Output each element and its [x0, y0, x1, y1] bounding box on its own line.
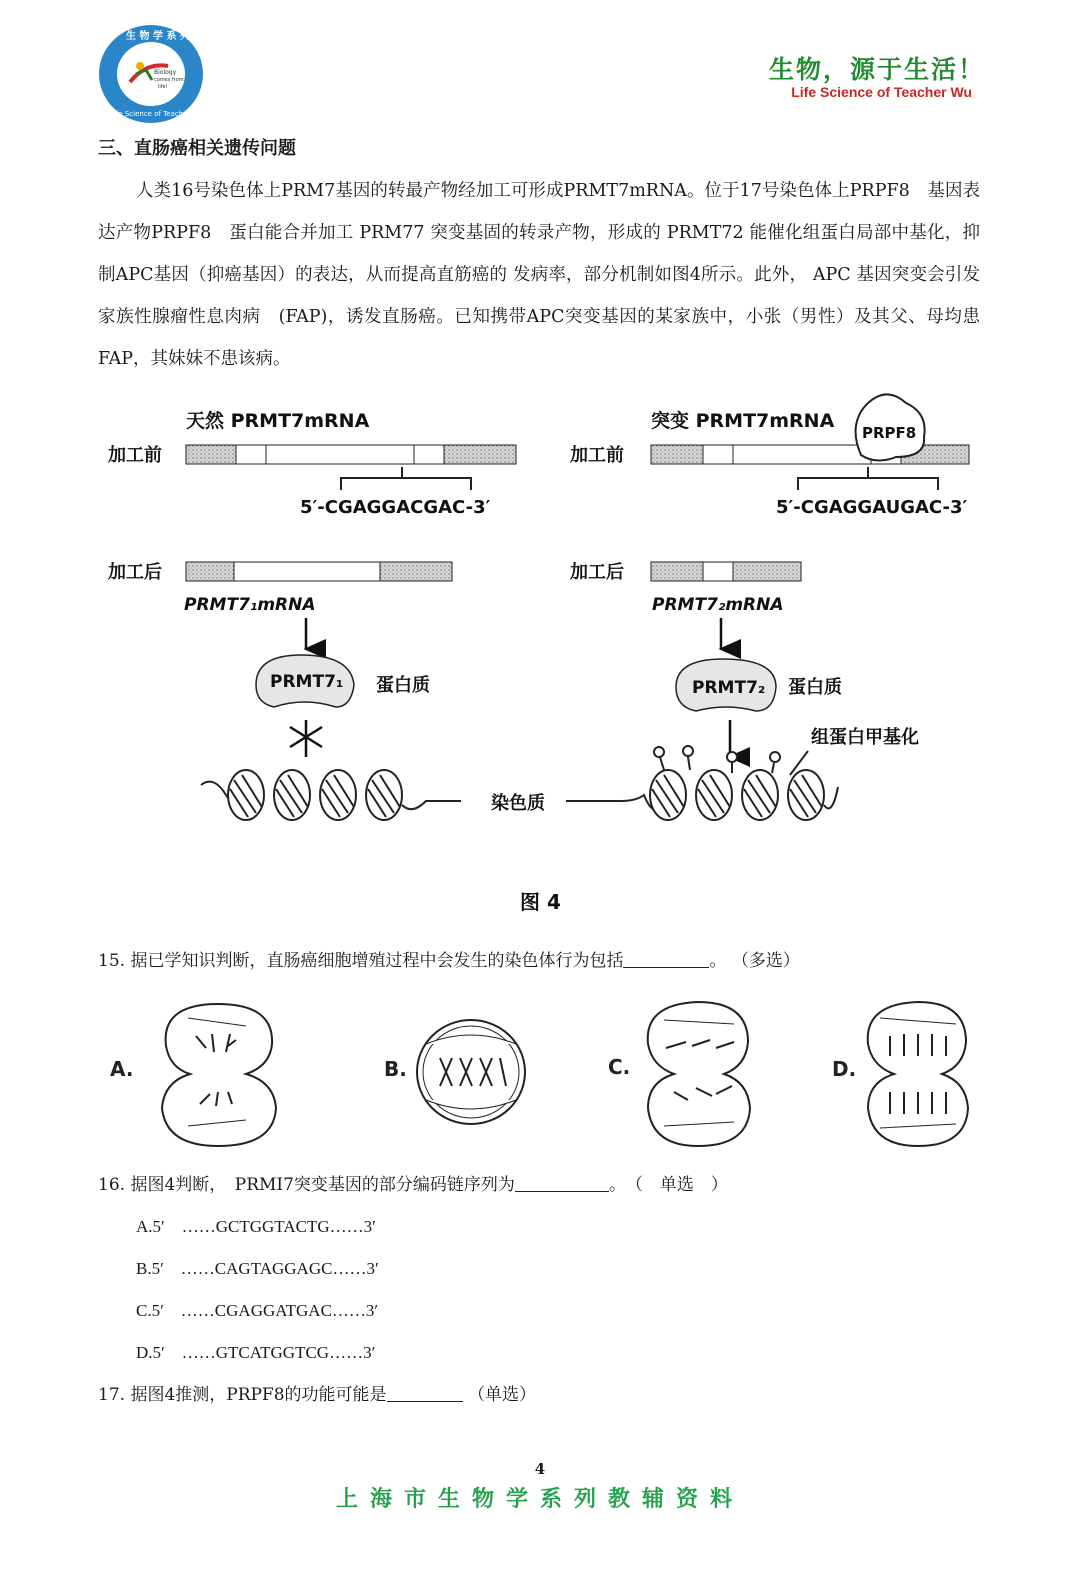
- right-mature-mrna-bar: [651, 562, 801, 581]
- question-16: [98, 1170, 728, 1195]
- option-d-label: D.: [832, 1057, 857, 1081]
- question-16-option-c[interactable]: C.5′ ……CGAGGATGAC……3′: [136, 1301, 379, 1320]
- option-b-label: B.: [384, 1057, 407, 1081]
- left-chromatin: [201, 770, 461, 820]
- prpf8-label: PRPF8: [862, 424, 917, 442]
- logo-inner-text-1: Biology: [154, 69, 177, 76]
- option-c-label: C.: [608, 1055, 631, 1079]
- right-chromatin: [621, 746, 838, 820]
- left-sequence: 5′-CGAGGACGAC-3′: [300, 497, 491, 518]
- logo-inner-text-2: comes from: [154, 77, 184, 83]
- chromatin-label: 染色质: [491, 793, 545, 814]
- cell-b-figure: [417, 1020, 525, 1124]
- right-protein-label: 蛋白质: [788, 677, 842, 698]
- left-before-label: 加工前: [108, 445, 162, 466]
- left-mature-mrna-label: PRMT7₁mRNA: [184, 595, 316, 615]
- cell-c-figure: [648, 1002, 750, 1146]
- right-before-label: 加工前: [570, 445, 624, 466]
- question-15-text: 15. 据已学知识判断，直肠癌细胞增殖过程中会发生的染色体行为包括: [98, 951, 624, 971]
- slogan-chinese: 生物，源于生活！: [768, 55, 985, 84]
- option-a-label: A.: [110, 1057, 134, 1081]
- figure-caption: 图 4: [520, 890, 561, 914]
- mitosis-options-figure: [96, 996, 986, 1151]
- question-16-text: 16. 据图4判断， PRMI7突变基因的部分编码链序列为: [98, 1175, 515, 1195]
- question-16-option-b[interactable]: B.5′ ……CAGTAGGAGC……3′: [136, 1259, 379, 1278]
- slogan-english: Life Science of Teacher Wu: [791, 84, 972, 100]
- logo-inner-text-3: life!: [158, 84, 168, 90]
- question-15-blank[interactable]: [623, 951, 709, 968]
- right-mature-mrna-label: PRMT7₂mRNA: [652, 595, 784, 615]
- left-pre-mrna-bar: [186, 445, 516, 464]
- teacher-wu-logo: [96, 22, 206, 126]
- left-after-label: 加工后: [108, 562, 162, 583]
- question-16-option-a[interactable]: A.5′ ……GCTGGTACTG……3′: [136, 1217, 376, 1236]
- footer-title: 上海市生物学系列教辅资料: [335, 1487, 744, 1512]
- intro-paragraph: 人类16号染色体上PRM7基因的转最产物经加工可形成PRMT7mRNA。位于17号染色体上PRPF8 基因表达产物PRPF8 蛋白能合并加工 PRM77 突变基固的转录产物，形成的 PRMT72 能催化组蛋白局部中基化，抑制APC基因（抑癌基因）的表达，从而提高直筋癌的 发病率，部分机制如图4所示。此外， APC 基因突变会引发家族性腺瘤性息肉病 (FAP)，诱发直肠癌。已知携带APC突变基因的某家族中，小张（男性）及其父、母均患FAP，其妹妹不患该病。: [98, 181, 980, 369]
- left-mature-mrna-bar: [186, 562, 452, 581]
- left-mrna-title: 天然 PRMT7mRNA: [186, 410, 370, 432]
- figure-4-diagram: [96, 385, 986, 920]
- question-16-suffix: 。 （ 单选 ）: [608, 1175, 728, 1195]
- right-protein-name: PRMT7₂: [692, 678, 766, 698]
- left-blocked-arrow: [290, 720, 322, 757]
- logo-bottom-text: Life Science of Teacher Wu: [110, 110, 204, 118]
- left-protein-label: 蛋白质: [376, 675, 430, 696]
- right-after-label: 加工后: [570, 562, 624, 583]
- left-protein-name: PRMT7₁: [270, 672, 344, 692]
- page-number: 4: [534, 1460, 546, 1478]
- question-17-blank[interactable]: [387, 1385, 463, 1402]
- left-seq-bracket: [341, 467, 471, 490]
- question-15-suffix: 。 （多选）: [709, 951, 800, 971]
- cell-a-figure: [162, 1004, 276, 1146]
- methylation-label: 组蛋白甲基化: [811, 727, 919, 748]
- right-sequence: 5′-CGAGGAUGAC-3′: [776, 497, 968, 518]
- question-17-text: 17. 据图4推测，PRPF8的功能可能是: [98, 1385, 387, 1405]
- question-16-option-d[interactable]: D.5′ ……GTCATGGTCG……3′: [136, 1343, 376, 1362]
- question-17: [98, 1380, 536, 1405]
- question-15: [98, 946, 800, 971]
- logo-ring-text: 生 物 学 系 列: [126, 31, 190, 42]
- cell-d-figure: [868, 1002, 968, 1146]
- right-seq-bracket: [798, 467, 938, 490]
- question-17-suffix: （单选）: [462, 1385, 536, 1405]
- right-mrna-title: 突变 PRMT7mRNA: [651, 410, 835, 432]
- question-16-blank[interactable]: [515, 1175, 609, 1192]
- section-title: 三、直肠癌相关遗传问题: [98, 138, 296, 159]
